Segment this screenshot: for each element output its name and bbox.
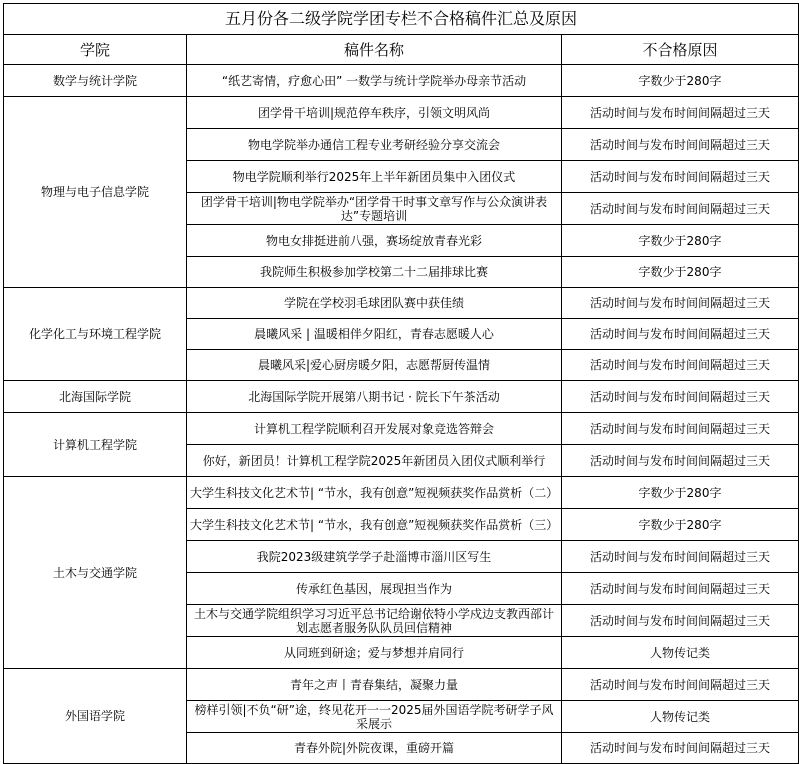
article-title-cell: 大学生科技文化艺术节| “节水，我有创意”短视频获奖作品赏析（三） (187, 509, 562, 541)
college-cell: 外国语学院 (4, 669, 187, 764)
reason-cell: 活动时间与发布时间间隔超过三天 (562, 350, 799, 381)
article-title-cell: 团学骨干培训|物电学院举办“团学骨干时事文章写作与公众演讲表达”专题培训 (187, 193, 562, 225)
reason-cell: 人物传记类 (562, 701, 799, 733)
table-row (4, 413, 799, 445)
college-cell: 土木与交通学院 (4, 477, 187, 669)
header-article: 稿件名称 (187, 35, 562, 65)
article-title-cell: 传承红色基因，展现担当作为 (187, 573, 562, 605)
reason-cell: 活动时间与发布时间间隔超过三天 (562, 733, 799, 764)
article-title-cell: 团学骨干培训|规范停车秩序，引领文明风尚 (187, 97, 562, 129)
article-title-cell: 大学生科技文化艺术节| “节水，我有创意”短视频获奖作品赏析（二） (187, 477, 562, 509)
article-title-cell: 榜样引领|不负“研”途，终见花开一一2025届外国语学院考研学子风采展示 (187, 701, 562, 733)
reason-cell: 活动时间与发布时间间隔超过三天 (562, 288, 799, 319)
college-cell: 计算机工程学院 (4, 413, 187, 477)
college-cell: 物理与电子信息学院 (4, 97, 187, 288)
header-row (4, 35, 799, 65)
reason-cell: 活动时间与发布时间间隔超过三天 (562, 541, 799, 573)
header-reason: 不合格原因 (562, 35, 799, 65)
table-row (4, 381, 799, 413)
table-row (4, 97, 799, 129)
summary-table (3, 3, 799, 764)
article-title-cell: 从同班到研途；爱与梦想并肩同行 (187, 637, 562, 669)
college-cell: 北海国际学院 (4, 381, 187, 413)
reason-cell: 活动时间与发布时间间隔超过三天 (562, 445, 799, 477)
college-cell: 数学与统计学院 (4, 65, 187, 97)
article-title-cell: 你好，新团员！计算机工程学院2025年新团员入团仪式顺利举行 (187, 445, 562, 477)
article-title-cell: 物电女排挺进前八强，赛场绽放青春光彩 (187, 225, 562, 257)
reason-cell: 活动时间与发布时间间隔超过三天 (562, 669, 799, 701)
reason-cell: 字数少于280字 (562, 225, 799, 257)
title-row (4, 4, 799, 35)
article-title-cell: 我院2023级建筑学学子赴淄博市淄川区写生 (187, 541, 562, 573)
article-title-cell: 物电学院举办通信工程专业考研经验分享交流会 (187, 129, 562, 161)
reason-cell: 字数少于280字 (562, 477, 799, 509)
article-title-cell: 物电学院顺利举行2025年上半年新团员集中入团仪式 (187, 161, 562, 193)
college-cell: 化学化工与环境工程学院 (4, 288, 187, 381)
article-title-cell: 晨曦风采|爱心厨房暖夕阳，志愿帮厨传温情 (187, 350, 562, 381)
table-row (4, 288, 799, 319)
article-title-cell: 青年之声丨青春集结，凝聚力量 (187, 669, 562, 701)
table-row (4, 65, 799, 97)
reason-cell: 活动时间与发布时间间隔超过三天 (562, 161, 799, 193)
reason-cell: 活动时间与发布时间间隔超过三天 (562, 413, 799, 445)
reason-cell: 活动时间与发布时间间隔超过三天 (562, 381, 799, 413)
reason-cell: 活动时间与发布时间间隔超过三天 (562, 319, 799, 350)
reason-cell: 人物传记类 (562, 637, 799, 669)
article-title-cell: 晨曦风采 | 温暖相伴夕阳红，青春志愿暖人心 (187, 319, 562, 350)
article-title-cell: 土木与交通学院组织学习习近平总书记给谢依特小学戍边支教西部计划志愿者服务队队员回信精神 (187, 605, 562, 637)
article-title-cell: 北海国际学院开展第八期书记 · 院长下午茶活动 (187, 381, 562, 413)
article-title-cell: 青春外院|外院夜课，重磅开篇 (187, 733, 562, 764)
header-college: 学院 (4, 35, 187, 65)
table-title: 五月份各二级学院学团专栏不合格稿件汇总及原因 (4, 4, 799, 35)
table-row (4, 477, 799, 509)
reason-cell: 活动时间与发布时间间隔超过三天 (562, 605, 799, 637)
article-title-cell: “纸艺寄情，疗愈心田” 一数学与统计学院举办母亲节活动 (187, 65, 562, 97)
reason-cell: 活动时间与发布时间间隔超过三天 (562, 97, 799, 129)
reason-cell: 活动时间与发布时间间隔超过三天 (562, 129, 799, 161)
reason-cell: 字数少于280字 (562, 509, 799, 541)
article-title-cell: 学院在学校羽毛球团队赛中获佳绩 (187, 288, 562, 319)
reason-cell: 活动时间与发布时间间隔超过三天 (562, 573, 799, 605)
table-row (4, 669, 799, 701)
reason-cell: 字数少于280字 (562, 257, 799, 288)
article-title-cell: 我院师生积极参加学校第二十二届排球比赛 (187, 257, 562, 288)
reason-cell: 字数少于280字 (562, 65, 799, 97)
reason-cell: 活动时间与发布时间间隔超过三天 (562, 193, 799, 225)
article-title-cell: 计算机工程学院顺利召开发展对象竞选答辩会 (187, 413, 562, 445)
